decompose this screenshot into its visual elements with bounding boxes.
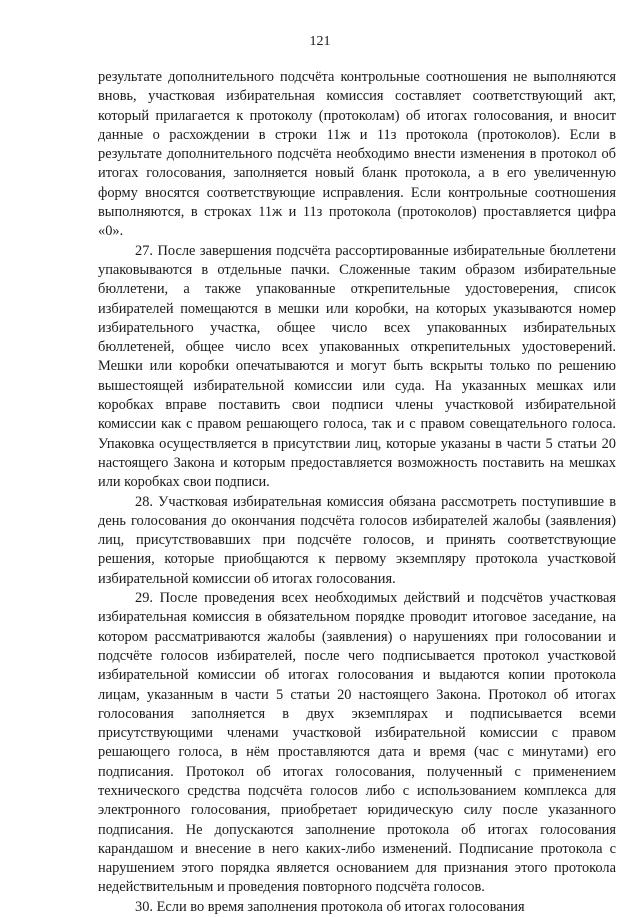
document-body: [98, 68, 616, 917]
paragraph-30: 30. Если во время заполнения протокола об итогах голосования: [135, 898, 525, 915]
paragraph-28: 28. Участковая избирательная комиссия обязана рассмотреть поступившие в день голосования до окончания подсчёта голосов избирателей жалобы (заявления) лиц, присутствовавших при подсчёте голосов, и принять соответствующие решения, которые приобщаются к первому экземпляру протокола участковой избирательной комиссии об итогах голосования.: [98, 493, 616, 587]
page-number: 121: [309, 34, 331, 49]
paragraph-29: 29. После проведения всех необходимых действий и подсчётов участковая избирательная комиссия в обязательном порядке проводит итоговое заседание, на котором рассматриваются жалобы (заявления) о нарушениях при голосовании и подсчёте голосов избирателей, после чего подписывается протокол участковой избирательной комиссии об итогах голосования и выдаются копии протокола лицам, указанным в части 5 статьи 20 настоящего Закона. Протокол об итогах голосования заполняется в двух экземплярах и подписывается всеми присутствующими членами участковой избирательной комиссии с правом решающего голоса, в нём проставляются дата и время (час с минутами) его подписания. Протокол об итогах голосования, полученный с применением технического средства подсчёта голосов либо с использованием комплекса для электронного голосования, приобретает юридическую силу после указанного подписания. Не допускаются заполнение протокола об итогах голосования карандашом и внесение в него каких-либо изменений. Подписание протокола с нарушением этого порядка является основанием для признания этого протокола недействительным и проведения повторного подсчёта голосов.: [98, 590, 616, 896]
paragraph-continuation: результате дополнительного подсчёта контрольные соотношения не выполняются вновь, участковая избирательная комиссия составляет соответствующий акт, который прилагается к протоколу (протоколам) об итогах голосования, и вносит данные о расхождении в строки 11ж и 11з протокола (протоколов). Если в результате дополнительного подсчёта необходимо внести изменения в протокол об итогах голосования, заполняется новый бланк протокола, а в его увеличенную форму вносятся соответствующие исправления. Если контрольные соотношения выполняются, в строках 11ж и 11з протокола (протоколов) проставляется цифра «0».: [98, 69, 616, 240]
paragraph-27: 27. После завершения подсчёта рассортированные избирательные бюллетени упаковываются в отдельные пачки. Сложенные таким образом избирательные бюллетени, а также упакованные открепительные удостоверения, список избирателей помещаются в мешки или коробки, на которых указываются номер избирательного участка, общее число всех упакованных избирательных бюллетеней, общее число всех упакованных открепительных удостоверений. Мешки или коробки опечатываются и могут быть вскрыты только по решению вышестоящей избирательной комиссии или суда. На указанных мешках или коробках вправе поставить свои подписи члены участковой избирательной комиссии как с правом решающего голоса, так и с правом совещательного голоса. Упаковка осуществляется в присутствии лиц, которые указаны в части 5 статьи 20 настоящего Закона и которым предоставляется возможность поставить на мешках или коробках свои подписи.: [98, 242, 616, 491]
